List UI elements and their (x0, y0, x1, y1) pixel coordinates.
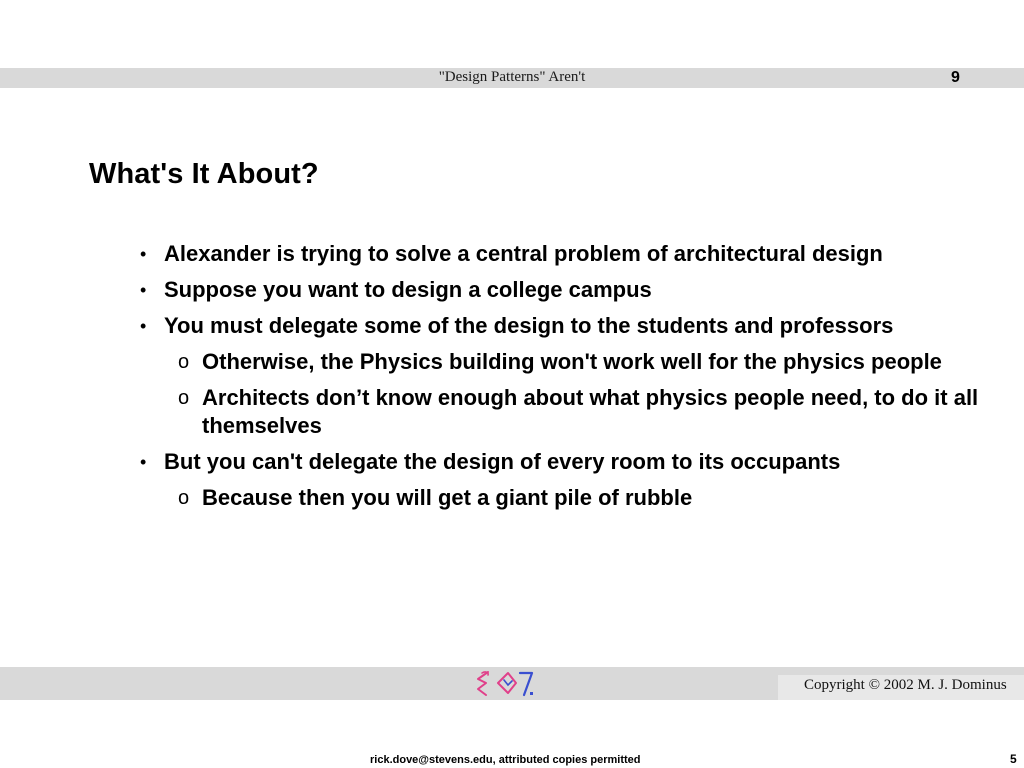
sub-bullet-text: Otherwise, the Physics building won't work well for the physics people (202, 349, 942, 374)
sub-bullet-marker: o (178, 351, 190, 373)
bullet-text: Alexander is trying to solve a central problem of architectural design (164, 241, 883, 266)
bullet-item (140, 312, 1010, 340)
page-number: 5 (1010, 752, 1017, 766)
bullet-marker: • (140, 280, 147, 300)
bullet-text: You must delegate some of the design to the students and professors (164, 313, 894, 338)
sub-bullet-item (140, 384, 1010, 440)
sub-bullet-marker: o (178, 487, 190, 509)
sub-bullet-item (140, 484, 1010, 512)
bullet-text: Suppose you want to design a college campus (164, 277, 652, 302)
bullet-marker: • (140, 244, 147, 264)
sub-bullet-text: Because then you will get a giant pile of rubble (202, 485, 693, 510)
bullet-list (140, 240, 1010, 520)
copyright-box (778, 675, 1024, 700)
bullet-item (140, 448, 1010, 476)
bullet-marker: • (140, 316, 147, 336)
slide-heading: What's It About? (89, 158, 319, 190)
bullet-text: But you can't delegate the design of every room to its occupants (164, 449, 841, 474)
bullet-item (140, 240, 1010, 268)
sub-bullet-text: Architects don’t know enough about what physics people need, to do it all themselves (202, 385, 979, 438)
slide-header-title: "Design Patterns" Aren't (438, 69, 586, 85)
bullet-item (140, 276, 1010, 304)
slide-footer-bar (0, 667, 1024, 700)
sub-bullet-marker: o (178, 387, 190, 409)
logo-icon (474, 669, 538, 697)
footer-credit: rick.dove@stevens.edu, attributed copies permitted (370, 754, 641, 766)
bullet-marker: • (140, 452, 147, 472)
slide-header-number: 9 (951, 69, 960, 86)
copyright-text: Copyright © 2002 M. J. Dominus (804, 677, 1007, 693)
sub-bullet-item (140, 348, 1010, 376)
slide-header-bar (0, 68, 1024, 88)
